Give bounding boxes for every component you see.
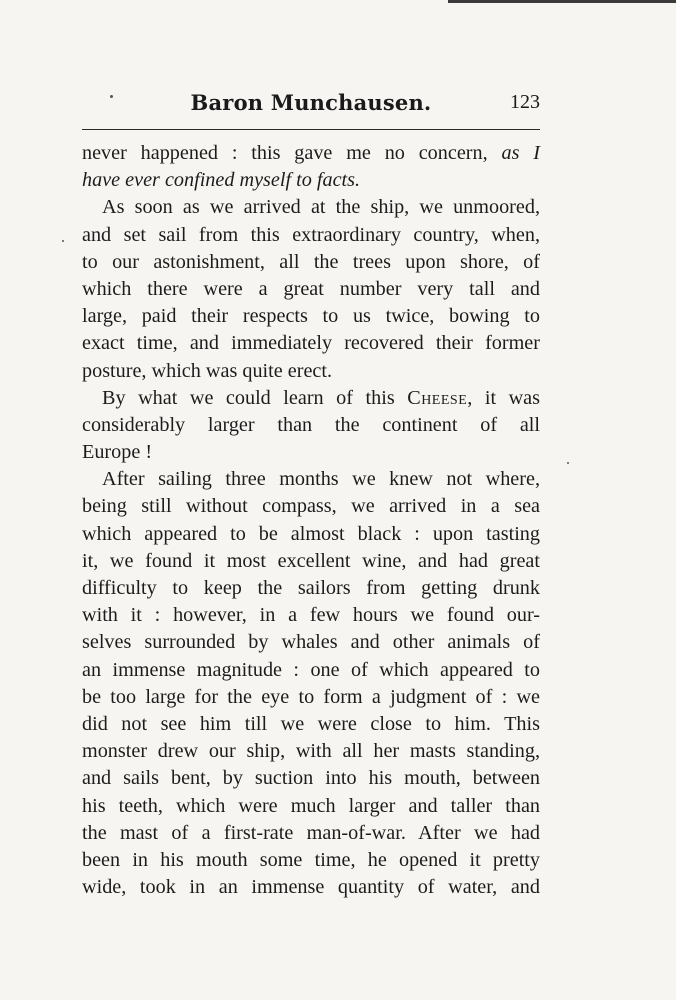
- text-run: selves surrounded by whales and other animals of: [82, 631, 540, 654]
- text-line: [82, 874, 540, 901]
- text-run: be too large for the eye to form a judgment of : we: [82, 685, 540, 708]
- text-run: As soon as we arrived at the ship, we unmoored,: [102, 196, 540, 219]
- text-line: [82, 466, 540, 493]
- page-edge-shadow: [448, 0, 676, 3]
- text-run: which appeared to be almost black : upon tasting: [82, 522, 540, 545]
- ink-speck: [110, 95, 113, 98]
- italic-run: as I: [501, 142, 540, 164]
- text-line: [82, 412, 540, 439]
- text-run: wide, took in an immense quantity of water, and: [82, 876, 540, 899]
- text-line: [82, 575, 540, 602]
- text-line: [82, 140, 540, 167]
- text-run: monster drew our ship, with all her masts standing,: [82, 740, 540, 763]
- text-line: [82, 276, 540, 303]
- text-run: an immense magnitude : one of which appeared to: [82, 658, 540, 681]
- text-run: with it : however, in a few hours we found our-: [82, 604, 540, 627]
- text-line: [82, 493, 540, 520]
- ink-speck: [567, 462, 569, 464]
- text-run: posture, which was quite erect.: [82, 359, 333, 382]
- text-line: [82, 330, 540, 357]
- text-line: [82, 548, 540, 575]
- text-line: [82, 439, 540, 466]
- text-run: After sailing three months we knew not where,: [102, 468, 540, 491]
- text-line: [82, 358, 540, 385]
- text-run: to our astonishment, all the trees upon shore, of: [82, 250, 540, 273]
- header-rule: [82, 129, 540, 130]
- page-header: [82, 88, 540, 124]
- text-line: [82, 793, 540, 820]
- text-run: considerably larger than the continent of all: [82, 413, 540, 436]
- text-line: [82, 765, 540, 792]
- italic-run: have ever confined myself to facts.: [82, 169, 361, 192]
- text-line: [82, 711, 540, 738]
- smallcaps-word: Cheese: [407, 386, 468, 409]
- text-line: [82, 222, 540, 249]
- body-text: [82, 140, 540, 901]
- text-run: and sails bent, by suction into his mouth, between: [82, 767, 540, 790]
- text-line: [82, 738, 540, 765]
- text-run: did not see him till we were close to him. This: [82, 712, 540, 735]
- text-run: , it was: [467, 386, 540, 409]
- text-line: [82, 602, 540, 629]
- page-number: 123: [510, 91, 540, 113]
- text-line: [82, 847, 540, 874]
- text-run: difficulty to keep the sailors from getting drunk: [82, 577, 540, 599]
- text-run: and set sail from this extraordinary country, when,: [82, 223, 540, 246]
- text-run: Europe !: [82, 441, 153, 464]
- text-line: [82, 629, 540, 656]
- text-line: [82, 521, 540, 548]
- running-title: Baron Munchausen.: [190, 90, 432, 115]
- text-line: [82, 657, 540, 684]
- text-line: [82, 194, 540, 221]
- text-run: been in his mouth some time, he opened it pretty: [82, 848, 540, 871]
- ink-speck: [62, 240, 64, 242]
- text-line: [82, 684, 540, 711]
- text-run: being still without compass, we arrived in a sea: [82, 495, 540, 518]
- text-line: [82, 385, 540, 412]
- text-line: [82, 820, 540, 847]
- text-line: [82, 249, 540, 276]
- text-run: which there were a great number very tall and: [82, 277, 540, 300]
- text-run: it, we found it most excellent wine, and had great: [82, 549, 540, 572]
- text-line: [82, 167, 540, 194]
- text-run: never happened : this gave me no concern,: [82, 142, 502, 164]
- text-run: large, paid their respects to us twice, bowing to: [82, 305, 540, 328]
- text-run: exact time, and immediately recovered their former: [82, 332, 540, 355]
- text-line: [82, 303, 540, 330]
- text-run: By what we could learn of this: [102, 386, 408, 409]
- text-run: the mast of a first-rate man-of-war. After we had: [82, 821, 540, 844]
- text-run: his teeth, which were much larger and taller than: [82, 794, 540, 817]
